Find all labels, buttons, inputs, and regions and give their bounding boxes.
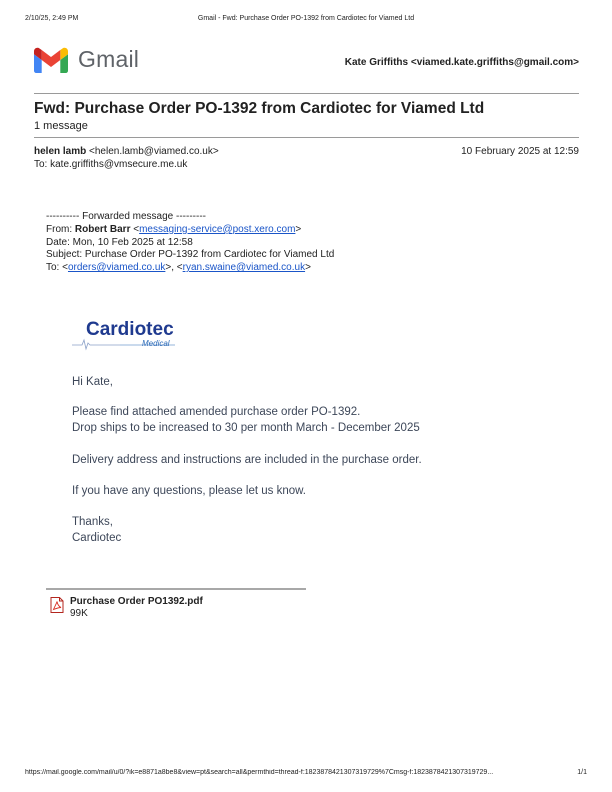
to-email-link-ryan[interactable]: ryan.swaine@viamed.co.uk [182, 262, 306, 274]
from-close: > [295, 223, 302, 235]
forwarded-date: Date: Mon, 10 Feb 2025 at 12:58 [46, 236, 193, 248]
pdf-icon[interactable] [50, 597, 64, 613]
from-label: From: [46, 223, 73, 235]
from-email-link[interactable]: messaging-service@post.xero.com [139, 223, 296, 235]
gmail-logo-icon[interactable] [34, 47, 68, 73]
body-signoff-company: Cardiotec [72, 532, 122, 544]
print-title: Gmail - Fwd: Purchase Order PO-1392 from Cardiotec for Viamed Ltd [197, 15, 415, 22]
cardiotec-logo-name: Cardiotec [86, 319, 174, 340]
body-line-delivery: Delivery address and instructions are included in the purchase order. [72, 454, 422, 466]
from-name: Robert Barr [74, 223, 131, 235]
to-email-link-orders[interactable]: orders@viamed.co.uk [67, 262, 166, 274]
print-datetime: 2/10/25, 2:49 PM [25, 15, 79, 22]
message-count: 1 message [34, 120, 88, 132]
message-sender [34, 146, 219, 157]
cardiotec-logo [70, 313, 180, 353]
to-close: > [305, 262, 311, 274]
forwarded-divider: ---------- Forwarded message --------- [46, 211, 206, 222]
sender-name: helen lamb [34, 146, 87, 157]
subject-divider [34, 137, 579, 138]
cardiotec-logo-tagline: Medical [142, 339, 170, 348]
print-url: https://mail.google.com/mail/u/0/?ik=e8871a8be8&view=pt&search=all&permthid=thread-f:1823878421307319729%7Cmsg-f:1823878421307319729... [25, 769, 494, 776]
forwarded-subject: Subject: Purchase Order PO-1392 from Cardiotec for Viamed Ltd [46, 249, 335, 261]
message-date: 10 February 2025 at 12:59 [461, 146, 579, 157]
body-line-dropships: Drop ships to be increased to 30 per month March - December 2025 [72, 422, 420, 434]
account-label: Kate Griffiths <viamed.kate.griffiths@gmail.com> [344, 57, 579, 68]
from-open: < [133, 223, 140, 235]
body-signoff-thanks: Thanks, [72, 516, 113, 528]
forwarded-from [46, 224, 334, 237]
print-page-number: 1/1 [577, 769, 587, 776]
body-line-questions: If you have any questions, please let us know. [72, 485, 306, 497]
body-greeting: Hi Kate, [72, 376, 113, 388]
gmail-wordmark: Gmail [78, 46, 140, 72]
message-recipient: To: kate.griffiths@vmsecure.me.uk [34, 159, 188, 170]
attachment-filename[interactable]: Purchase Order PO1392.pdf [70, 596, 203, 607]
thread-subject: Fwd: Purchase Order PO-1392 from Cardiotec for Viamed Ltd [34, 100, 485, 117]
attachment-size: 99K [70, 608, 88, 619]
sender-email: <helen.lamb@viamed.co.uk> [89, 146, 219, 157]
forwarded-to [46, 262, 334, 275]
to-separator: >, < [165, 262, 183, 274]
to-label: To: < [46, 262, 68, 274]
body-line-attachment: Please find attached amended purchase order PO-1392. [72, 406, 361, 418]
forwarded-header [46, 211, 334, 275]
header-divider [34, 93, 579, 94]
attachment-divider [46, 588, 306, 590]
